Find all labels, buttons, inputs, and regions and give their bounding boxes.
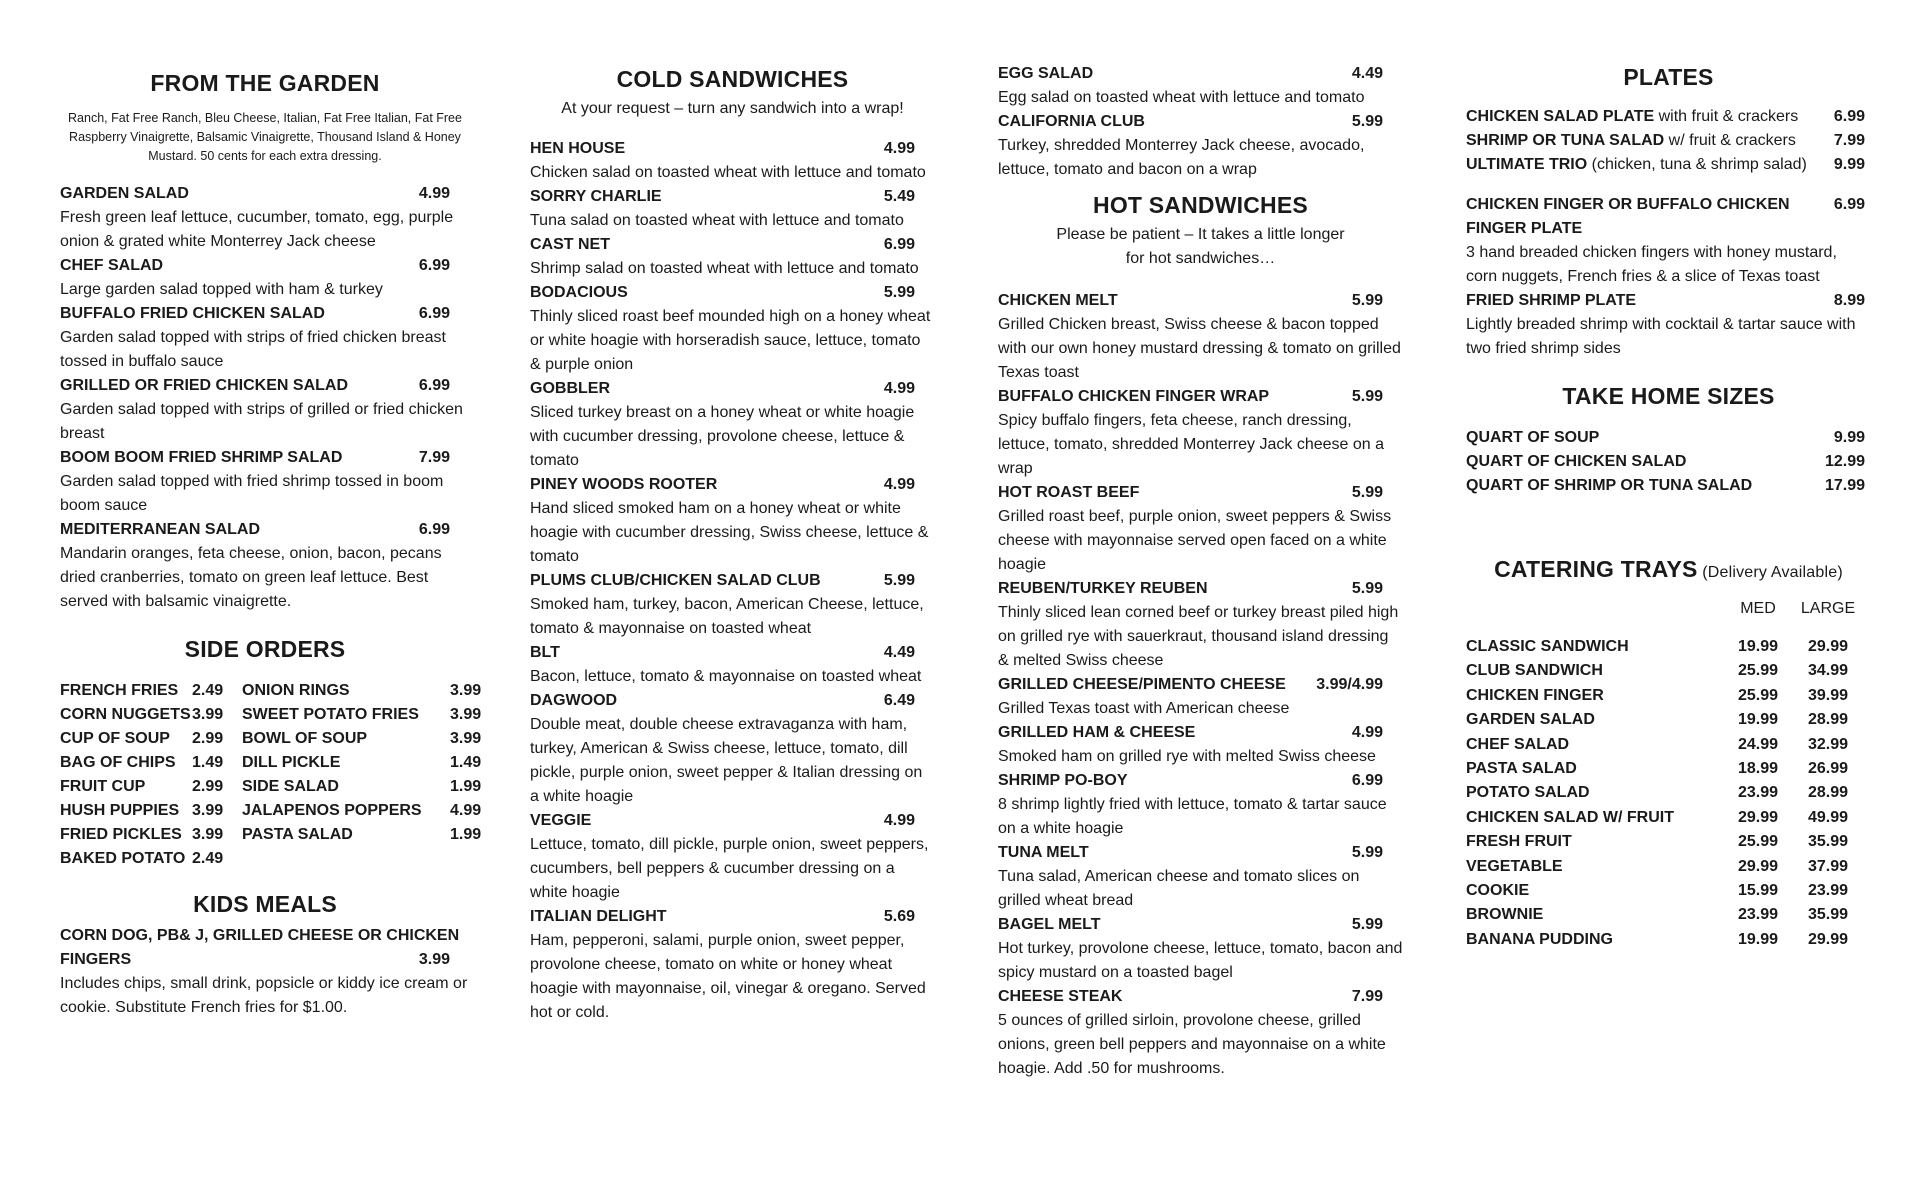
catering-row [1466, 635, 1871, 659]
menu-item-name [60, 446, 470, 470]
menu-item-price: 5.99 [883, 572, 915, 589]
catering-med-price: 24.99 [1737, 735, 1779, 753]
catering-large-price: 49.99 [1807, 808, 1849, 826]
menu-item-title: CAST NET [530, 236, 610, 253]
catering-med-price: 15.99 [1737, 882, 1779, 900]
kids-item-name: CORN DOG, PB& J, GRILLED CHEESE OR CHICKEN [60, 927, 460, 944]
side-name: CORN NUGGETS [60, 706, 191, 723]
catering-med-price: 18.99 [1737, 760, 1779, 778]
menu-item-name [60, 182, 470, 206]
menu-item-price: 5.99 [883, 284, 915, 301]
plate-name: CHICKEN SALAD PLATE [1466, 108, 1655, 125]
menu-item-name [60, 254, 470, 278]
catering-med-price: 25.99 [1737, 833, 1779, 851]
menu-item-desc: Smoked ham on grilled rye with melted Swiss cheese [998, 748, 1376, 765]
shrimp-plate-desc: Lightly breaded shrimp with cocktail & tartar sauce with two fried shrimp sides [1466, 316, 1856, 357]
menu-item-title: GRILLED OR FRIED CHICKEN SALAD [60, 377, 348, 394]
catering-large-price: 35.99 [1807, 906, 1849, 924]
menu-item-desc: Grilled Chicken breast, Swiss cheese & bacon topped with our own honey mustard dressing & tomato on grilled Texas toast [998, 316, 1401, 381]
catering-name: CHEF SALAD [1466, 735, 1570, 753]
catering-row [1466, 806, 1871, 830]
side-name [242, 847, 450, 871]
catering-heading: CATERING TRAYS (Delivery Available) [1494, 556, 1843, 582]
menu-item-desc: Smoked ham, turkey, bacon, American Cheese, lettuce, tomato & mayonnaise on toasted wheat [530, 596, 924, 637]
menu-item-price: 6.99 [418, 257, 450, 274]
menu-item-title: PINEY WOODS ROOTER [530, 476, 718, 493]
plate-name: ULTIMATE TRIO [1466, 156, 1588, 173]
menu-item-desc: Mandarin oranges, feta cheese, onion, bacon, pecans dried cranberries, tomato on green leaf lettuce. Best served with balsamic vinaigrette. [60, 545, 442, 610]
menu-item-title: BLT [530, 644, 560, 661]
menu-item-title: BOOM BOOM FRIED SHRIMP SALAD [60, 449, 343, 466]
catering-large-price: 39.99 [1807, 686, 1849, 704]
catering-row [1466, 830, 1871, 854]
menu-item-title: EGG SALAD [998, 65, 1094, 82]
hot-subtitle-line2: for hot sandwiches… [1125, 250, 1276, 267]
side-price: 1.49 [450, 754, 482, 771]
menu-item-desc: Thinly sliced roast beef mounded high on a honey wheat or white hoagie with horseradish sauce, lettuce, tomato & purple onion [530, 308, 931, 373]
hot-subtitle [998, 223, 1403, 271]
side-price: 3.99 [192, 826, 224, 843]
finger-plate-name: CHICKEN FINGER OR BUFFALO CHICKEN 6.99 [1466, 193, 1871, 217]
catering-row [1466, 855, 1871, 879]
takehome-items [1466, 426, 1871, 498]
catering-row [1466, 733, 1871, 757]
menu-item-price: 5.99 [1351, 292, 1383, 309]
catering-note: (Delivery Available) [1697, 564, 1843, 581]
plate-price: 6.99 [1833, 108, 1865, 125]
catering-name: PASTA SALAD [1466, 760, 1577, 778]
menu-item-name [998, 841, 1403, 865]
side-name: SIDE SALAD [242, 778, 339, 795]
catering-row [1466, 684, 1871, 708]
menu-item-title: GRILLED HAM & CHEESE [998, 724, 1196, 741]
menu-item-desc: Hot turkey, provolone cheese, lettuce, tomato, bacon and spicy mustard on a toasted bagel [998, 940, 1403, 981]
menu-item-name [530, 281, 935, 305]
menu-item-price: 6.99 [883, 236, 915, 253]
menu-item-name [998, 985, 1403, 1009]
catering-large-label: LARGE [1800, 600, 1856, 617]
menu-item-price: 4.99 [418, 185, 450, 202]
catering-name: BANANA PUDDING [1466, 930, 1613, 948]
menu-item-title: REUBEN/TURKEY REUBEN [998, 580, 1208, 597]
catering-large-price: 29.99 [1807, 638, 1849, 655]
menu-item-price: 7.99 [1351, 988, 1383, 1005]
menu-item-name [530, 809, 935, 833]
menu-item-desc: Fresh green leaf lettuce, cucumber, tomato, egg, purple onion & grated white Monterrey Jack cheese [60, 209, 454, 250]
catering-large-price: 34.99 [1807, 662, 1849, 680]
kids-price: 3.99 [418, 951, 450, 968]
menu-item-name [530, 137, 935, 161]
menu-item-desc: Turkey, shredded Monterrey Jack cheese, avocado, lettuce, tomato and bacon on a wrap [998, 137, 1365, 178]
menu-item-desc: Chicken salad on toasted wheat with lettuce and tomato [530, 164, 926, 181]
catering-med-price: 19.99 [1737, 930, 1779, 948]
catering-med-price: 25.99 [1737, 686, 1779, 704]
kids-heading: KIDS MEALS [193, 891, 337, 917]
menu-item-desc: Shrimp salad on toasted wheat with lettuce and tomato [530, 260, 919, 277]
hot-heading: HOT SANDWICHES [1093, 192, 1308, 218]
catering-med-price: 29.99 [1737, 808, 1779, 826]
catering-large-price: 29.99 [1807, 930, 1849, 948]
plate-desc [1466, 153, 1807, 177]
side-name: BOWL OF SOUP [242, 730, 368, 747]
menu-item-name [998, 289, 1403, 313]
menu-item-price: 6.99 [418, 377, 450, 394]
cold-items [530, 137, 935, 1025]
menu-item-price: 5.99 [1351, 916, 1383, 933]
hot-subtitle-line1: Please be patient – It takes a little longer [1056, 226, 1345, 243]
menu-item-title: GRILLED CHEESE/PIMENTO CHEESE [998, 676, 1286, 693]
catering-row [1466, 708, 1871, 732]
menu-item-title: GARDEN SALAD [60, 185, 189, 202]
plates-heading: PLATES [1623, 64, 1714, 90]
menu-item-name [998, 62, 1403, 86]
menu-item-title: TUNA MELT [998, 844, 1089, 861]
menu-item-price: 6.99 [1351, 772, 1383, 789]
column-hot-sandwiches [998, 62, 1403, 1081]
catering-row [1466, 781, 1871, 805]
menu-item-desc: Grilled roast beef, purple onion, sweet peppers & Swiss cheese with mayonnaise served open faced on a white hoagie [998, 508, 1392, 573]
takehome-name: QUART OF SOUP [1466, 429, 1600, 446]
menu-item-name [530, 641, 935, 665]
plate-row [1466, 129, 1871, 153]
side-name: HUSH PUPPIES [60, 802, 180, 819]
side-price: 3.99 [450, 730, 482, 747]
garden-items [60, 182, 470, 614]
menu-item-name [998, 673, 1403, 697]
menu-item-name [60, 518, 470, 542]
menu-item-name [530, 569, 935, 593]
takehome-heading: TAKE HOME SIZES [1562, 383, 1775, 409]
side-name: BAKED POTATO [60, 850, 186, 867]
side-name: SWEET POTATO FRIES [242, 706, 419, 723]
side-name: FRUIT CUP [60, 778, 146, 795]
catering-name: FRESH FRUIT [1466, 833, 1572, 851]
menu-item-desc: Large garden salad topped with ham & turkey [60, 281, 383, 298]
side-name: FRENCH FRIES [60, 682, 179, 699]
menu-item-desc: 8 shrimp lightly fried with lettuce, tomato & tartar sauce on a white hoagie [998, 796, 1387, 837]
catering-row [1466, 757, 1871, 781]
menu-item-title: BUFFALO FRIED CHICKEN SALAD [60, 305, 325, 322]
menu-item-name [60, 302, 470, 326]
menu-item-title: HOT ROAST BEEF [998, 484, 1140, 501]
catering-name: CLASSIC SANDWICH [1466, 638, 1629, 655]
menu-item-price: 5.99 [1351, 388, 1383, 405]
menu-item-price: 4.99 [883, 812, 915, 829]
menu-item-desc: Egg salad on toasted wheat with lettuce and tomato [998, 89, 1365, 106]
side-price: 3.99 [450, 682, 482, 699]
shrimp-plate-price: 8.99 [1833, 292, 1865, 309]
catering-name: CHICKEN FINGER [1466, 686, 1604, 704]
menu-item-desc: Garden salad topped with strips of fried chicken breast tossed in buffalo sauce [60, 329, 446, 370]
menu-item-price: 6.99 [418, 521, 450, 538]
menu-item-title: GOBBLER [530, 380, 610, 397]
menu-item-title: HEN HOUSE [530, 140, 626, 157]
menu-item-name [998, 913, 1403, 937]
finger-plate-desc: 3 hand breaded chicken fingers with honey mustard, corn nuggets, French fries & a slice of Texas toast [1466, 244, 1837, 285]
catering-med-price: 23.99 [1737, 784, 1779, 802]
menu-item-desc: Grilled Texas toast with American cheese [998, 700, 1290, 717]
catering-row [1466, 903, 1871, 927]
plate-row [1466, 105, 1871, 129]
menu-item-price: 4.99 [883, 476, 915, 493]
menu-item-price: 5.99 [1351, 484, 1383, 501]
catering-large-price: 28.99 [1807, 784, 1849, 802]
menu-item-desc: Ham, pepperoni, salami, purple onion, sweet pepper, provolone cheese, tomato on white or honey wheat hoagie with mayonnaise, oil, vinegar & oregano. Served hot or cold. [530, 932, 926, 1021]
menu-item-name [998, 769, 1403, 793]
catering-name: POTATO SALAD [1466, 784, 1590, 802]
menu-item-title: CHEESE STEAK [998, 988, 1123, 1005]
catering-name: CHICKEN SALAD W/ FRUIT [1466, 808, 1674, 826]
takehome-row [1466, 426, 1871, 450]
catering-name: VEGETABLE [1466, 857, 1563, 875]
side-name: BAG OF CHIPS [60, 754, 176, 771]
menu-item-title: BODACIOUS [530, 284, 628, 301]
plate-detail: with fruit & crackers [1654, 108, 1799, 125]
catering-large-price: 28.99 [1807, 711, 1849, 729]
catering-large-price: 37.99 [1807, 857, 1849, 875]
side-name: JALAPENOS POPPERS [242, 802, 422, 819]
menu-item-title: SORRY CHARLIE [530, 188, 662, 205]
menu-item-desc: Garden salad topped with strips of grilled or fried chicken breast [60, 401, 463, 442]
menu-item-desc: Hand sliced smoked ham on a honey wheat or white hoagie with cucumber dressing, Swiss cheese, lettuce & tomato [530, 500, 929, 565]
catering-med-price: 19.99 [1737, 638, 1779, 655]
menu-item-price: 4.49 [883, 644, 915, 661]
menu-item-price: 4.49 [1351, 65, 1383, 82]
plate-price: 9.99 [1833, 156, 1865, 173]
plate-price: 7.99 [1833, 132, 1865, 149]
menu-item-price: 6.99 [418, 305, 450, 322]
catering-row [1466, 879, 1871, 903]
menu-item-price: 6.49 [883, 692, 915, 709]
sides-heading: SIDE ORDERS [184, 636, 346, 662]
menu-item-name [998, 385, 1403, 409]
kids-item-name2: FINGERS 3.99 [60, 948, 470, 972]
plate-row [1466, 153, 1871, 177]
side-price [450, 847, 500, 871]
plate-detail: (chicken, tuna & shrimp salad) [1587, 156, 1807, 173]
cold-extra-items [998, 62, 1403, 182]
cold-subtitle: At your request – turn any sandwich into a wrap! [561, 100, 904, 117]
menu-item-name [998, 481, 1403, 505]
menu-item-name [60, 374, 470, 398]
takehome-row [1466, 450, 1871, 474]
plate-desc [1466, 105, 1798, 129]
plate-name: SHRIMP OR TUNA SALAD [1466, 132, 1665, 149]
menu-item-title: BUFFALO CHICKEN FINGER WRAP [998, 388, 1270, 405]
cold-heading: COLD SANDWICHES [616, 66, 849, 92]
menu-item-title: MEDITERRANEAN SALAD [60, 521, 260, 538]
garden-heading: FROM THE GARDEN [150, 70, 380, 96]
takehome-name: QUART OF SHRIMP OR TUNA SALAD [1466, 477, 1753, 494]
catering-row [1466, 659, 1871, 683]
shrimp-plate-name: FRIED SHRIMP PLATE 8.99 [1466, 289, 1871, 313]
menu-item-price: 4.99 [883, 140, 915, 157]
column-garden-sides-kids [60, 70, 482, 1020]
menu-item-title: CHICKEN MELT [998, 292, 1118, 309]
menu-item-desc: Tuna salad on toasted wheat with lettuce and tomato [530, 212, 904, 229]
side-price: 2.49 [192, 850, 224, 867]
menu-item-desc: Garden salad topped with fried shrimp tossed in boom boom sauce [60, 473, 444, 514]
catering-large-price: 35.99 [1807, 833, 1849, 851]
takehome-price: 12.99 [1824, 453, 1865, 470]
menu-item-name [530, 185, 935, 209]
catering-med-price: 19.99 [1737, 711, 1779, 729]
menu-item-price: 5.99 [1351, 844, 1383, 861]
side-price: 1.99 [450, 778, 482, 795]
menu-item-desc: Thinly sliced lean corned beef or turkey breast piled high on grilled rye with sauerkraut, thousand island dressing & melted Swiss cheese [998, 604, 1399, 669]
dressings-note: Ranch, Fat Free Ranch, Bleu Cheese, Italian, Fat Free Italian, Fat Free Raspberry Vinaigrette, Balsamic Vinaigrette, Thousand Island & Honey Mustard. 50 cents for each extra dressing. [68, 111, 462, 163]
plates-simple [1466, 105, 1871, 177]
hot-items [998, 289, 1403, 1081]
side-name: FRIED PICKLES [60, 826, 182, 843]
catering-large-price: 32.99 [1807, 735, 1849, 753]
menu-item-title: PLUMS CLUB/CHICKEN SALAD CLUB [530, 572, 821, 589]
menu-item-name [998, 721, 1403, 745]
menu-item-name [998, 577, 1403, 601]
sides-grid [60, 679, 482, 871]
menu-item-desc: Lettuce, tomato, dill pickle, purple onion, sweet peppers, cucumbers, bell peppers & cucumber dressing on a white hoagie [530, 836, 929, 901]
side-price: 4.99 [450, 802, 482, 819]
finger-plate-name2: FINGER PLATE [1466, 220, 1583, 237]
menu-item-price: 4.99 [1351, 724, 1383, 741]
kids-desc: Includes chips, small drink, popsicle or kiddy ice cream or cookie. Substitute French fries for $1.00. [60, 975, 468, 1016]
menu-item-title: BAGEL MELT [998, 916, 1101, 933]
catering-large-price: 23.99 [1807, 882, 1849, 900]
catering-row [1466, 928, 1871, 952]
side-price: 3.99 [450, 706, 482, 723]
catering-med-price: 29.99 [1737, 857, 1779, 875]
menu-item-price: 4.99 [883, 380, 915, 397]
menu-item-name [530, 377, 935, 401]
catering-large-price: 26.99 [1807, 760, 1849, 778]
side-price: 1.99 [450, 826, 482, 843]
menu-item-title: DAGWOOD [530, 692, 618, 709]
side-price: 3.99 [192, 802, 224, 819]
side-name: ONION RINGS [242, 682, 350, 699]
side-price: 2.99 [192, 730, 224, 747]
menu-item-price: 5.99 [1351, 113, 1383, 130]
finger-plate-price: 6.99 [1833, 196, 1865, 213]
menu-item-price: 7.99 [418, 449, 450, 466]
menu-item-title: SHRIMP PO-BOY [998, 772, 1128, 789]
menu-item-name [530, 233, 935, 257]
menu-item-name [530, 689, 935, 713]
menu-item-name [998, 110, 1403, 134]
catering-med-price: 25.99 [1737, 662, 1779, 680]
menu-item-price: 3.99/4.99 [1316, 676, 1383, 693]
side-price: 1.49 [192, 754, 224, 771]
catering-name: BROWNIE [1466, 906, 1544, 924]
takehome-name: QUART OF CHICKEN SALAD [1466, 453, 1687, 470]
plate-desc [1466, 129, 1796, 153]
takehome-row [1466, 474, 1871, 498]
menu-item-price: 5.69 [883, 908, 915, 925]
menu-item-title: CHEF SALAD [60, 257, 164, 274]
catering-name: GARDEN SALAD [1466, 711, 1595, 729]
plate-detail: w/ fruit & crackers [1664, 132, 1796, 149]
catering-column-headers [1466, 597, 1871, 621]
menu-item-desc: Double meat, double cheese extravaganza with ham, turkey, American & Swiss cheese, lettuce, tomato, dill pickle, purple onion, sweet pepper & Italian dressing on a white hoagie [530, 716, 923, 805]
column-plates-catering [1466, 64, 1871, 952]
column-cold-sandwiches [530, 66, 935, 1025]
menu-item-title: CALIFORNIA CLUB [998, 113, 1145, 130]
menu-item-title: VEGGIE [530, 812, 592, 829]
side-price: 2.49 [192, 682, 224, 699]
side-name: DILL PICKLE [242, 754, 341, 771]
side-price: 3.99 [192, 706, 224, 723]
takehome-price: 17.99 [1824, 477, 1865, 494]
catering-med-price: 23.99 [1737, 906, 1779, 924]
menu-item-name [530, 905, 935, 929]
menu-item-desc: Bacon, lettuce, tomato & mayonnaise on toasted wheat [530, 668, 922, 685]
menu-item-price: 5.99 [1351, 580, 1383, 597]
catering-name: COOKIE [1466, 882, 1530, 900]
catering-med-label: MED [1740, 600, 1776, 617]
side-name: CUP OF SOUP [60, 730, 170, 747]
menu-item-desc: 5 ounces of grilled sirloin, provolone cheese, grilled onions, green bell peppers and mayonnaise on a white hoagie. Add .50 for mushrooms. [998, 1012, 1386, 1077]
menu-item-desc: Spicy buffalo fingers, feta cheese, ranch dressing, lettuce, tomato, shredded Monterrey Jack cheese on a wrap [998, 412, 1384, 477]
menu-item-desc: Tuna salad, American cheese and tomato slices on grilled wheat bread [998, 868, 1360, 909]
menu-item-desc: Sliced turkey breast on a honey wheat or white hoagie with cucumber dressing, provolone cheese, lettuce & tomato [530, 404, 915, 469]
catering-name: CLUB SANDWICH [1466, 662, 1603, 680]
menu-item-price: 5.49 [883, 188, 915, 205]
side-price: 2.99 [192, 778, 224, 795]
catering-items [1466, 635, 1871, 952]
menu-item-name [530, 473, 935, 497]
menu-item-title: ITALIAN DELIGHT [530, 908, 667, 925]
side-name: PASTA SALAD [242, 826, 353, 843]
takehome-price: 9.99 [1833, 429, 1865, 446]
